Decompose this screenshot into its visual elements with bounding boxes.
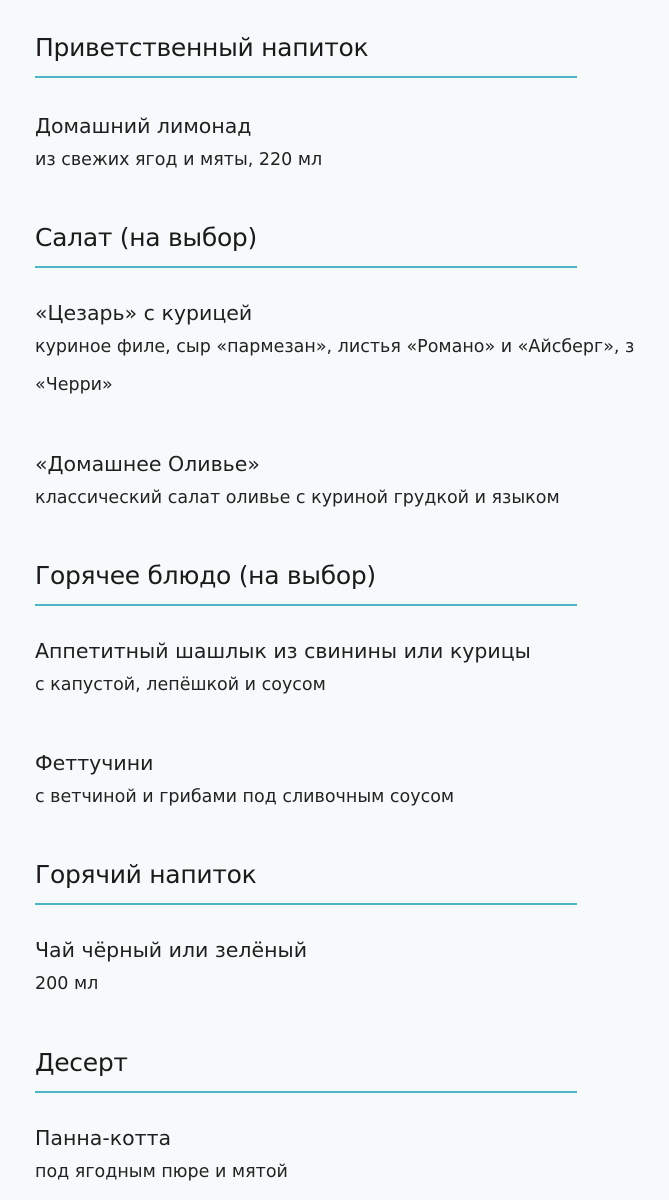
section-title: Приветственный напиток — [35, 33, 369, 62]
item-name: Феттучини — [35, 751, 154, 775]
menu-item — [35, 1123, 288, 1191]
item-description: с ветчиной и грибами под сливочным соусом — [35, 787, 455, 807]
item-name: Панна-котта — [35, 1126, 172, 1150]
section-title: Горячий напиток — [35, 860, 257, 889]
section-title: Десерт — [35, 1048, 128, 1077]
item-name: Аппетитный шашлык из свинины или курицы — [35, 639, 531, 663]
menu-item — [35, 111, 322, 179]
menu-item — [35, 298, 634, 404]
section-divider — [35, 1091, 577, 1093]
menu-item — [35, 449, 560, 517]
section-divider — [35, 903, 577, 905]
item-name: Домашний лимонад — [35, 114, 252, 138]
menu-item — [35, 636, 531, 704]
section-title: Салат (на выбор) — [35, 223, 257, 252]
item-description: 200 мл — [35, 974, 99, 994]
section-welcome-drink — [35, 31, 577, 78]
section-salad — [35, 221, 577, 268]
section-divider — [35, 604, 577, 606]
section-divider — [35, 266, 577, 268]
menu-item — [35, 935, 307, 1003]
item-name: «Цезарь» с курицей — [35, 301, 253, 325]
item-name: Чай чёрный или зелёный — [35, 938, 308, 962]
item-description: классический салат оливье с куриной грудкой и языком — [35, 488, 560, 508]
menu-item — [35, 748, 454, 816]
section-title: Горячее блюдо (на выбор) — [35, 561, 376, 590]
section-divider — [35, 76, 577, 78]
item-name: «Домашнее Оливье» — [35, 452, 260, 476]
section-hot-dish — [35, 559, 577, 606]
item-description: куриное филе, сыр «пармезан», листья «Романо» и «Айсберг», з — [35, 337, 635, 357]
item-description: с капустой, лепёшкой и соусом — [35, 675, 326, 695]
section-dessert — [35, 1046, 577, 1093]
section-hot-drink — [35, 858, 577, 905]
item-description: из свежих ягод и мяты, 220 мл — [35, 150, 323, 170]
item-description: под ягодным пюре и мятой — [35, 1162, 288, 1182]
item-description-cont: «Черри» — [35, 375, 113, 395]
